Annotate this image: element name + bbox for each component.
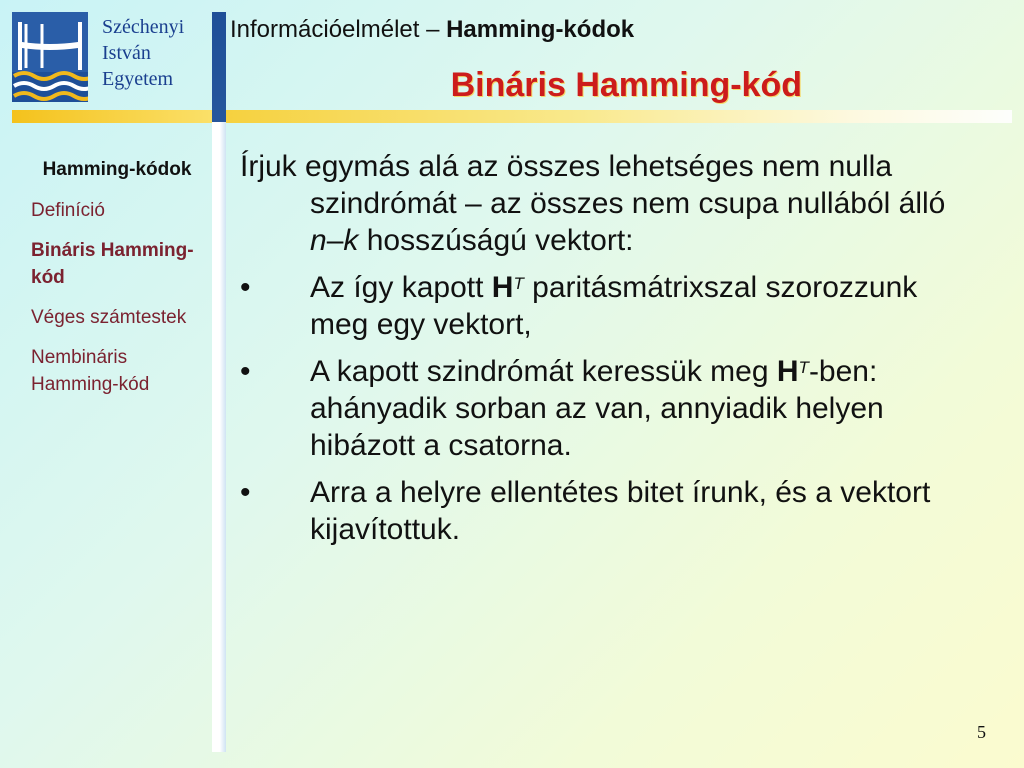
sidebar-item-binaris-hamming-kod[interactable]: Bináris Hamming-kód: [31, 240, 194, 288]
bullet-item: [240, 353, 980, 464]
slide-body: [240, 148, 980, 558]
intro-text-1: Írjuk egymás alá az összes lehetséges nem nulla szindrómát – az összes nem csupa nullából álló: [240, 150, 946, 220]
matrix-symbol: H: [491, 271, 514, 304]
transpose-symbol: T: [513, 274, 524, 293]
bullet-3-text: Arra a helyre ellentétes bitet írunk, és a vektort kijavítottuk.: [310, 476, 931, 546]
vertical-divider-highlight: [212, 122, 226, 752]
intro-text-2: hosszúságú vektort:: [358, 224, 634, 257]
sidebar-nav: [18, 156, 208, 411]
header-band-right: [226, 110, 1012, 123]
header-band-left: [12, 110, 212, 123]
intro-dash: –: [326, 224, 344, 257]
transpose-symbol: T: [798, 358, 809, 377]
sidebar-heading: Hamming-kódok: [42, 159, 192, 180]
var-k: k: [343, 224, 359, 257]
bullet-item: [240, 269, 980, 343]
bullet-dot: •: [240, 476, 251, 509]
intro-paragraph: [240, 148, 980, 259]
bridge-logo-icon: [12, 12, 88, 102]
bullet-dot: •: [240, 271, 251, 304]
bullet-2-pre: A kapott szindrómát keressük meg: [310, 355, 777, 388]
sidebar-item-definicio[interactable]: Definíció: [31, 200, 105, 221]
university-name-line2: István: [102, 42, 151, 64]
course-subject-topic: Hamming-kódok: [446, 16, 635, 43]
university-name: [102, 14, 214, 92]
bullet-2-post: -ben: ahányadik sorban az van, annyiadik helyen hibázott a csatorna.: [310, 355, 884, 462]
course-subject-prefix: Információelmélet –: [230, 16, 447, 43]
university-name-line3: Egyetem: [102, 68, 174, 90]
sidebar-item-nembinaris-hamming-kod[interactable]: Nembináris Hamming-kód: [31, 347, 150, 395]
university-name-line1: Széchenyi: [102, 16, 185, 38]
bullet-item: [240, 474, 980, 548]
var-n: n: [310, 224, 327, 257]
slide-title: Bináris Hamming-kód: [450, 66, 802, 104]
matrix-symbol: H: [776, 355, 799, 388]
bullet-1-pre: Az így kapott: [310, 271, 492, 304]
bullet-dot: •: [240, 355, 251, 388]
course-subject: [230, 16, 634, 44]
bullet-1-post: paritásmátrixszal szorozzunk meg egy vektort,: [310, 271, 918, 341]
sidebar-item-veges-szamtestek[interactable]: Véges számtestek: [31, 307, 187, 328]
page-number: 5: [977, 722, 986, 742]
